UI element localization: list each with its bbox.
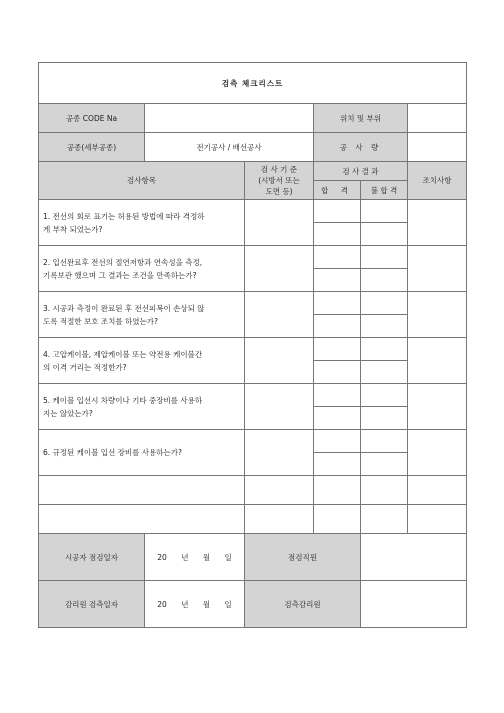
check-item-3-line1: 3. 시공과 측정이 완료된 후 전선피복이 손상되 않 <box>43 303 205 313</box>
header-action: 조치사항 <box>408 162 467 200</box>
criteria-cell-4[interactable] <box>245 338 314 384</box>
fail-cell-6a[interactable] <box>361 430 408 453</box>
check-item-1-line1: 1. 전선의 회로 표기는 허용된 방법에 따라 격정하 <box>43 211 205 221</box>
pass-cell-4a[interactable] <box>314 338 361 361</box>
pass-cell-5a[interactable] <box>314 384 361 407</box>
quantity-label: 공 사 량 <box>314 133 408 162</box>
fail-cell-2a[interactable] <box>361 246 408 269</box>
location-value-field[interactable] <box>408 104 467 133</box>
check-item-3 <box>39 292 245 338</box>
pass-cell-3b[interactable] <box>314 315 361 338</box>
pass-cell-3a[interactable] <box>314 292 361 315</box>
check-item-1-line2: 게 부착 되었는가? <box>43 224 103 234</box>
header-pass: 합 격 <box>314 181 361 200</box>
inspector-staff-field[interactable] <box>361 534 467 581</box>
action-cell-4[interactable] <box>408 338 467 384</box>
code-value-field[interactable] <box>145 104 314 133</box>
header-result: 검 사 결 과 <box>314 162 408 181</box>
pass-cell-2a[interactable] <box>314 246 361 269</box>
fail-cell-1b[interactable] <box>361 223 408 246</box>
check-item-5 <box>39 384 245 430</box>
header-fail: 불 합 격 <box>361 181 408 200</box>
action-cell-3[interactable] <box>408 292 467 338</box>
page-title: 검측 체크리스트 <box>39 63 467 104</box>
check-item-4-line2: 의 이격 거리는 적정한가? <box>43 362 127 372</box>
check-item-6 <box>39 430 245 476</box>
criteria-cell-6[interactable] <box>245 430 314 476</box>
check-item-1 <box>39 200 245 246</box>
blank-fail-cell-1[interactable] <box>361 476 408 505</box>
criteria-cell-5[interactable] <box>245 384 314 430</box>
blank-item-cell-2[interactable] <box>39 505 245 534</box>
pass-cell-6a[interactable] <box>314 430 361 453</box>
criteria-cell-1[interactable] <box>245 200 314 246</box>
header-criteria-line2: (시방서 또는 <box>258 176 300 185</box>
pass-cell-1a[interactable] <box>314 200 361 223</box>
supervisor-inspection-date[interactable]: 20 년 월 일 <box>145 581 245 628</box>
fail-cell-5a[interactable] <box>361 384 408 407</box>
check-item-2 <box>39 246 245 292</box>
supervisor-role-field[interactable] <box>361 581 467 628</box>
check-item-3-line2: 도록 적절한 보호 조치를 하였는가? <box>43 316 158 326</box>
fail-cell-1a[interactable] <box>361 200 408 223</box>
action-cell-2[interactable] <box>408 246 467 292</box>
subtype-label: 공종(세부공종) <box>39 133 145 162</box>
check-item-5-line2: 지는 않았는가? <box>43 408 93 418</box>
code-label: 공종 CODE Na <box>39 104 145 133</box>
blank-criteria-cell-1[interactable] <box>245 476 314 505</box>
action-cell-5[interactable] <box>408 384 467 430</box>
blank-action-cell-2[interactable] <box>408 505 467 534</box>
header-criteria-line1: 검 사 기 준 <box>260 165 298 174</box>
pass-cell-5b[interactable] <box>314 407 361 430</box>
criteria-cell-3[interactable] <box>245 292 314 338</box>
contractor-inspection-label: 시공자 점검일자 <box>39 534 145 581</box>
fail-cell-5b[interactable] <box>361 407 408 430</box>
checklist-form <box>38 62 467 628</box>
fail-cell-4b[interactable] <box>361 361 408 384</box>
blank-item-cell-1[interactable] <box>39 476 245 505</box>
pass-cell-2b[interactable] <box>314 269 361 292</box>
action-cell-1[interactable] <box>408 200 467 246</box>
pass-cell-1b[interactable] <box>314 223 361 246</box>
fail-cell-3a[interactable] <box>361 292 408 315</box>
pass-cell-6b[interactable] <box>314 453 361 476</box>
supervisor-inspection-label: 감리원 검측일자 <box>39 581 145 628</box>
fail-cell-2b[interactable] <box>361 269 408 292</box>
check-item-5-line1: 5. 케이블 입선시 차량이나 기타 중장비를 사용하 <box>43 395 203 405</box>
fail-cell-3b[interactable] <box>361 315 408 338</box>
quantity-value-field[interactable] <box>408 133 467 162</box>
blank-pass-cell-1[interactable] <box>314 476 361 505</box>
inspector-staff-label: 점검직원 <box>245 534 361 581</box>
location-label: 위치 및 부위 <box>314 104 408 133</box>
fail-cell-4a[interactable] <box>361 338 408 361</box>
blank-criteria-cell-2[interactable] <box>245 505 314 534</box>
blank-fail-cell-2[interactable] <box>361 505 408 534</box>
blank-action-cell-1[interactable] <box>408 476 467 505</box>
header-criteria <box>245 162 314 200</box>
check-item-4 <box>39 338 245 384</box>
header-item: 검사항목 <box>39 162 245 200</box>
check-item-2-line1: 2. 입선완료후 전선의 절연저항과 연속성을 측정, <box>43 257 203 267</box>
criteria-cell-2[interactable] <box>245 246 314 292</box>
blank-pass-cell-2[interactable] <box>314 505 361 534</box>
subtype-value-field[interactable]: 전기공사 / 배선공사 <box>145 133 314 162</box>
check-item-4-line1: 4. 고압케이블, 제압케이블 또는 약전용 케이블간 <box>43 349 203 359</box>
action-cell-6[interactable] <box>408 430 467 476</box>
check-item-6-line1: 6. 규정된 케이블 입선 장비를 사용하는가? <box>43 448 182 457</box>
contractor-inspection-date[interactable]: 20 년 월 일 <box>145 534 245 581</box>
pass-cell-4b[interactable] <box>314 361 361 384</box>
fail-cell-6b[interactable] <box>361 453 408 476</box>
header-criteria-line3: 도면 등) <box>265 187 293 196</box>
check-item-2-line2: 기록보관 했으며 그 결과는 조건을 만족하는가? <box>43 270 197 280</box>
supervisor-role-label: 검측감리원 <box>245 581 361 628</box>
